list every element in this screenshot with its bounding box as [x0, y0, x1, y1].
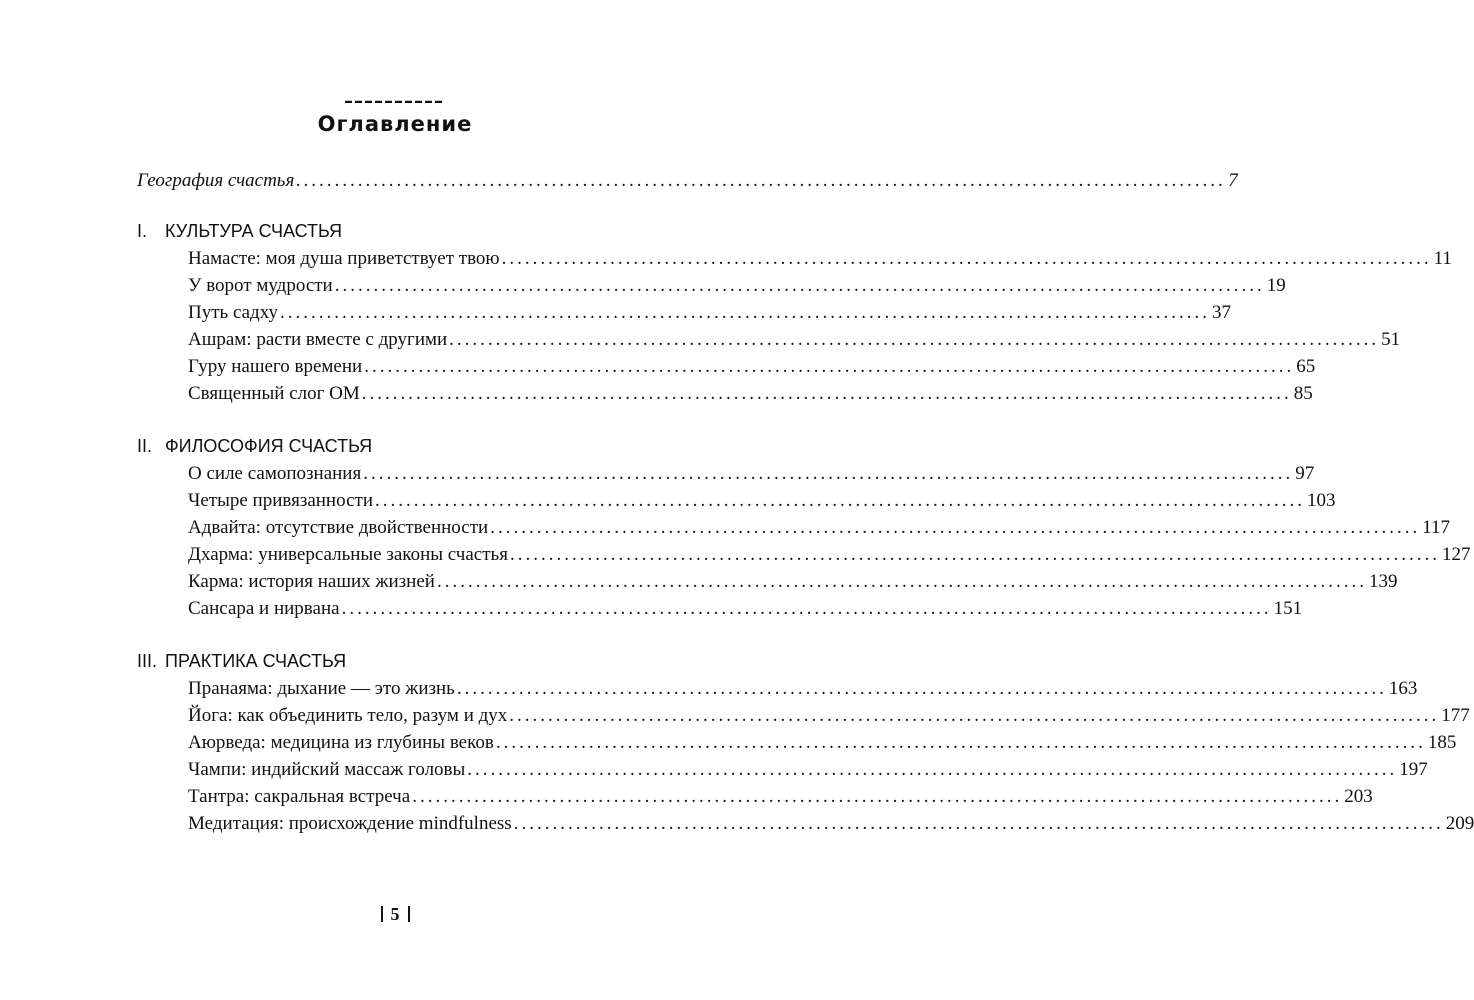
toc-entry [188, 328, 1401, 352]
toc-entry [188, 516, 1450, 540]
dot-leader: ........................................................................................................................ [509, 705, 1440, 726]
toc-entry-page: 97 [1295, 463, 1315, 484]
dot-leader: ........................................................................................................................ [456, 678, 1387, 699]
section-title: ФИЛОСОФИЯ СЧАСТЬЯ [165, 436, 373, 456]
toc-entry-title: Сансара и нирвана [188, 598, 340, 619]
toc-entry [188, 543, 1471, 567]
header-rule: –––––––––– [344, 91, 444, 112]
toc-entry-page: 197 [1399, 759, 1428, 780]
toc-entry-page: 203 [1344, 786, 1373, 807]
toc-entry-page: 177 [1441, 705, 1470, 726]
toc-entry-page: 11 [1433, 248, 1452, 269]
toc-entry [188, 382, 1313, 406]
toc-entry [188, 462, 1315, 486]
toc-entry-title: Священный слог ОМ [188, 383, 360, 404]
section-title: ПРАКТИКА СЧАСТЬЯ [165, 651, 347, 671]
toc-entry-page: 185 [1427, 732, 1457, 753]
toc-entry [188, 704, 1470, 728]
toc-entry-title: Адвайта: отсутствие двойственности [188, 517, 489, 538]
toc-entry-page: 209 [1445, 813, 1474, 834]
toc-entry-title: О силе самопознания [188, 463, 362, 484]
section-number: II. [137, 436, 153, 456]
toc-entry-title: География счастья [137, 170, 295, 191]
dot-leader: ........................................................................................................................ [495, 732, 1426, 753]
toc-entry-page: 37 [1211, 302, 1231, 323]
toc-entry-title: Аюрведа: медицина из глубины веков [188, 732, 494, 753]
dot-leader: ........................................................................................................................ [513, 813, 1444, 834]
dot-leader: ........................................................................................................................ [449, 329, 1380, 350]
toc-entry-title: Медитация: происхождение mindfulness [188, 813, 512, 834]
toc-entry-title: Ашрам: расти вместе с другими [188, 329, 448, 350]
toc-entry-page: 117 [1422, 517, 1450, 538]
toc-entry [188, 570, 1398, 594]
toc-entry [188, 301, 1231, 325]
dot-leader: ........................................................................................................................ [296, 170, 1227, 191]
section-heading-2 [137, 434, 372, 458]
toc-entry-title: Намасте: моя душа приветствует твою [188, 248, 500, 269]
section-number: I. [137, 221, 148, 241]
dot-leader: ........................................................................................................................ [334, 275, 1265, 296]
page-title [0, 110, 790, 138]
toc-entry [188, 812, 1474, 836]
toc-entry-page: 151 [1273, 598, 1303, 619]
toc-entry-title: Дхарма: универсальные законы счастья [188, 544, 508, 565]
toc-entry-title: Йога: как объединить тело, разум и дух [188, 705, 508, 726]
dot-leader: ........................................................................................................................ [361, 383, 1292, 404]
toc-entry [188, 274, 1286, 298]
toc-entry-title: Тантра: сакральная встреча [188, 786, 411, 807]
toc-entry-page: 103 [1306, 490, 1336, 511]
toc-entry [188, 355, 1316, 379]
folio-bar-right [408, 906, 410, 922]
page-number [0, 903, 790, 925]
toc-entry-title: Путь садху [188, 302, 278, 323]
toc-entry [188, 731, 1457, 755]
dot-leader: ........................................................................................................................ [363, 463, 1294, 484]
dot-leader: ........................................................................................................................ [374, 490, 1305, 511]
dot-leader: ........................................................................................................................ [412, 786, 1343, 807]
dot-leader: ........................................................................................................................ [341, 598, 1272, 619]
toc-entry [188, 677, 1418, 701]
toc-entry-page: 51 [1381, 329, 1401, 350]
section-number: III. [137, 651, 158, 671]
dot-leader: ........................................................................................................................ [509, 544, 1440, 565]
folio-bar-left [381, 906, 383, 922]
toc-entry-title: Карма: история наших жизней [188, 571, 435, 592]
toc-entry-page: 139 [1368, 571, 1398, 592]
toc-entry-page: 7 [1228, 170, 1238, 191]
toc-entry [188, 597, 1303, 621]
dot-leader: ........................................................................................................................ [501, 248, 1432, 269]
toc-entry-title: Чампи: индийский массаж головы [188, 759, 466, 780]
toc-entry-page: 127 [1441, 544, 1471, 565]
dot-leader: ........................................................................................................................ [467, 759, 1398, 780]
page-title-text: Оглавление [317, 112, 473, 136]
page-number-text: 5 [390, 904, 400, 924]
dot-leader: ........................................................................................................................ [364, 356, 1295, 377]
toc-entry-intro [137, 169, 1238, 193]
toc-entry-title: Гуру нашего времени [188, 356, 363, 377]
toc-entry-page: 163 [1388, 678, 1418, 699]
toc-entry [188, 247, 1452, 271]
toc-entry [188, 785, 1373, 809]
toc-entry [188, 758, 1428, 782]
toc-entry-title: Четыре привязанности [188, 490, 373, 511]
toc-entry-title: У ворот мудрости [188, 275, 333, 296]
dot-leader: ........................................................................................................................ [436, 571, 1367, 592]
toc-entry [188, 489, 1336, 513]
toc-entry-title: Пранаяма: дыхание — это жизнь [188, 678, 455, 699]
dot-leader: ........................................................................................................................ [279, 302, 1210, 323]
toc-entry-page: 65 [1296, 356, 1316, 377]
toc-entry-page: 19 [1266, 275, 1286, 296]
toc-entry-page: 85 [1293, 383, 1313, 404]
section-title: КУЛЬТУРА СЧАСТЬЯ [165, 221, 342, 241]
dot-leader: ........................................................................................................................ [490, 517, 1421, 538]
section-heading-3 [137, 649, 346, 673]
section-heading-1 [137, 219, 342, 243]
